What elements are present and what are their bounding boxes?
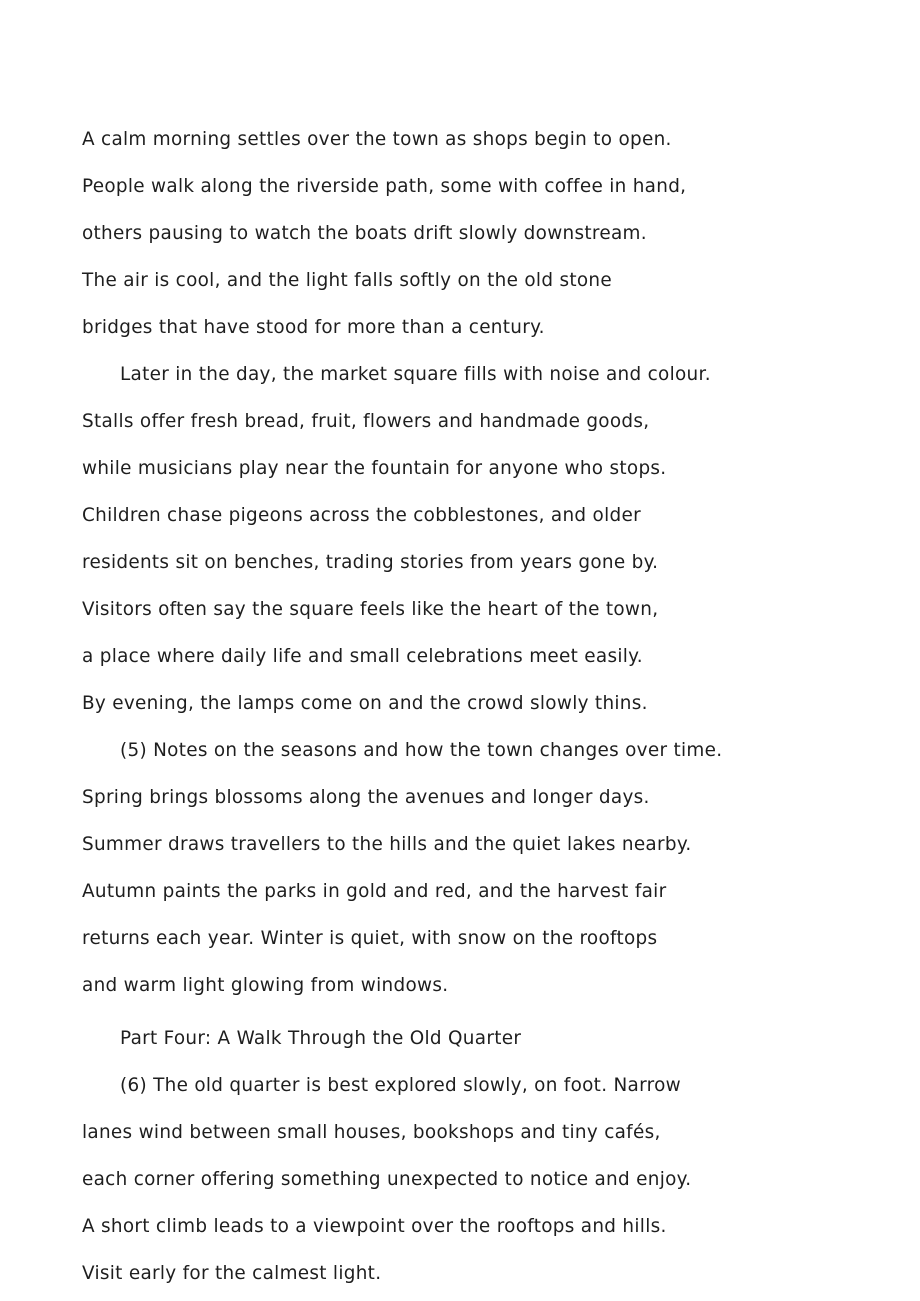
text-line: Autumn paints the parks in gold and red, and the harvest fair — [82, 881, 667, 902]
paragraph — [82, 351, 832, 727]
text-line: while musicians play near the fountain for anyone who stops. — [82, 458, 667, 479]
text-line: (6) The old quarter is best explored slowly, on foot. Narrow — [120, 1075, 681, 1096]
paragraph — [82, 727, 832, 1009]
text-line: A short climb leads to a viewpoint over the rooftops and hills. — [82, 1216, 667, 1237]
paragraph — [82, 1062, 832, 1297]
text-line: A calm morning settles over the town as shops begin to open. — [82, 129, 672, 150]
text-line: (5) Notes on the seasons and how the town changes over time. — [120, 740, 723, 761]
text-line: Part Four: A Walk Through the Old Quarter — [120, 1028, 522, 1049]
text-line: People walk along the riverside path, some with coffee in hand, — [82, 176, 687, 197]
text-line: returns each year. Winter is quiet, with snow on the rooftops — [82, 928, 658, 949]
text-line: lanes wind between small houses, bookshops and tiny cafés, — [82, 1122, 661, 1143]
text-line: By evening, the lamps come on and the crowd slowly thins. — [82, 693, 648, 714]
text-line: The air is cool, and the light falls softly on the old stone — [82, 270, 612, 291]
text-line: Visit early for the calmest light. — [82, 1263, 382, 1284]
text-line: bridges that have stood for more than a century. — [82, 317, 545, 338]
paragraph — [82, 116, 832, 351]
text-line: a place where daily life and small celebrations meet easily. — [82, 646, 643, 667]
text-line: residents sit on benches, trading stories from years gone by. — [82, 552, 659, 573]
text-line: others pausing to watch the boats drift slowly downstream. — [82, 223, 647, 244]
text-line: Later in the day, the market square fills with noise and colour. — [120, 364, 711, 385]
text-line: and warm light glowing from windows. — [82, 975, 449, 996]
section-heading — [82, 1015, 832, 1062]
text-line: Visitors often say the square feels like the heart of the town, — [82, 599, 659, 620]
text-line: Spring brings blossoms along the avenues and longer days. — [82, 787, 650, 808]
text-line: Children chase pigeons across the cobblestones, and older — [82, 505, 641, 526]
text-line: Stalls offer fresh bread, fruit, flowers and handmade goods, — [82, 411, 650, 432]
text-line: Summer draws travellers to the hills and the quiet lakes nearby. — [82, 834, 692, 855]
text-line: each corner offering something unexpected to notice and enjoy. — [82, 1169, 692, 1190]
